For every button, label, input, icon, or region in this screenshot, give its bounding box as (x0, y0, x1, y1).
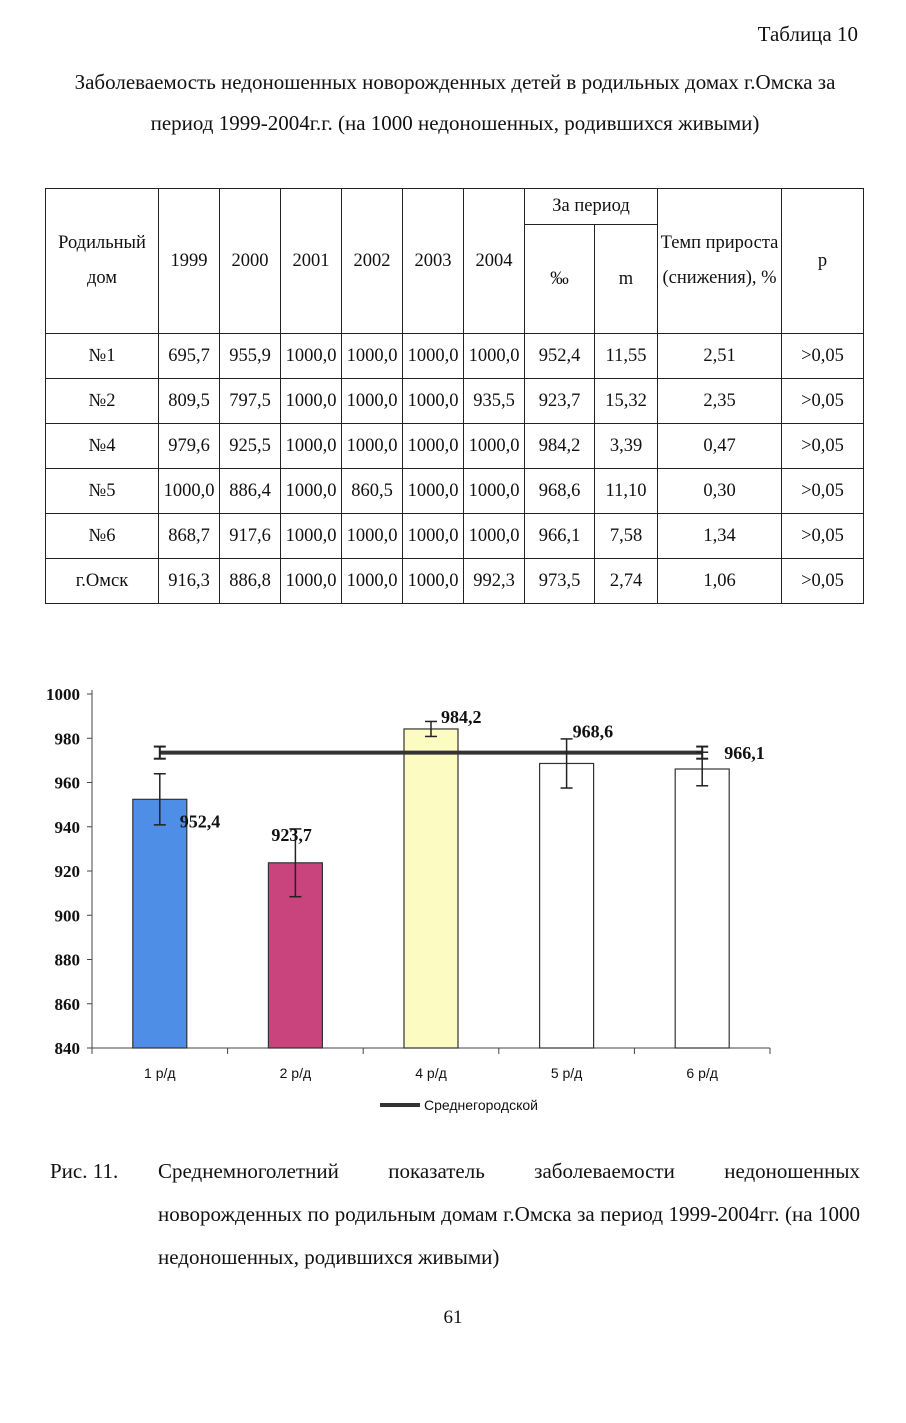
data-label: 966,1 (724, 743, 765, 764)
header-year: 1999 (159, 189, 220, 334)
x-tick-label: 4 р/д (415, 1065, 447, 1081)
table-label: Таблица 10 (757, 22, 858, 46)
table-cell: 7,58 (595, 514, 658, 559)
y-tick-label: 940 (54, 817, 80, 837)
table-cell: 1000,0 (342, 424, 403, 469)
table-cell: 925,5 (220, 424, 281, 469)
table-cell: 1000,0 (464, 514, 525, 559)
table-cell: 886,8 (220, 559, 281, 604)
data-label: 968,6 (572, 721, 614, 742)
x-tick-label: 2 р/д (279, 1065, 312, 1081)
table-cell: 886,4 (220, 469, 281, 514)
table-cell: №5 (46, 469, 159, 514)
table-cell: 3,39 (595, 424, 658, 469)
table-cell: 916,3 (159, 559, 220, 604)
table-row (46, 559, 864, 604)
table-cell: 15,32 (595, 379, 658, 424)
table-cell: 935,5 (464, 379, 525, 424)
header-p: p (782, 189, 864, 334)
bar (675, 769, 729, 1048)
table-cell: 0,30 (658, 469, 782, 514)
table-cell: >0,05 (782, 469, 864, 514)
table-cell: >0,05 (782, 514, 864, 559)
table-cell: 2,51 (658, 334, 782, 379)
x-tick-label: 6 р/д (686, 1065, 718, 1081)
table-row (46, 469, 864, 514)
y-tick-label: 960 (54, 773, 80, 793)
data-label: 923,7 (271, 824, 312, 845)
bar (540, 763, 594, 1048)
header-growth-rate: Темп прироста (снижения), % (658, 189, 782, 334)
table-cell: 1,34 (658, 514, 782, 559)
table-cell: №4 (46, 424, 159, 469)
table-cell: 1000,0 (281, 334, 342, 379)
table-cell: 1000,0 (464, 424, 525, 469)
table-cell: 923,7 (525, 379, 595, 424)
table-cell: 1000,0 (403, 559, 464, 604)
table-cell: >0,05 (782, 559, 864, 604)
table-cell: 955,9 (220, 334, 281, 379)
table-cell: 2,35 (658, 379, 782, 424)
y-tick-label: 880 (54, 950, 80, 970)
figure-number: Рис. 11. (50, 1159, 119, 1183)
table-cell: 0,47 (658, 424, 782, 469)
table-cell: г.Омск (46, 559, 159, 604)
table-cell: 1000,0 (464, 469, 525, 514)
bar (133, 799, 187, 1048)
table-cell: 992,3 (464, 559, 525, 604)
table-cell: 1000,0 (281, 379, 342, 424)
table-cell: >0,05 (782, 379, 864, 424)
table-row (46, 334, 864, 379)
table-cell: 1000,0 (342, 514, 403, 559)
y-tick-label: 840 (54, 1039, 80, 1058)
table-cell: 1000,0 (403, 424, 464, 469)
table-cell: 973,5 (525, 559, 595, 604)
table-cell: 1000,0 (342, 379, 403, 424)
table-cell: 868,7 (159, 514, 220, 559)
table-cell: 1000,0 (464, 334, 525, 379)
y-tick-label: 980 (54, 729, 80, 749)
table-cell: 797,5 (220, 379, 281, 424)
table-cell: 917,6 (220, 514, 281, 559)
x-tick-label: 1 р/д (144, 1065, 176, 1081)
header-per-mille: ‰ (525, 225, 595, 334)
table-cell: 1000,0 (403, 514, 464, 559)
table-cell: 860,5 (342, 469, 403, 514)
table-cell: 1,06 (658, 559, 782, 604)
table-cell: 966,1 (525, 514, 595, 559)
table-cell: №6 (46, 514, 159, 559)
morbidity-bar-chart (0, 674, 906, 1124)
figure-caption (50, 1150, 860, 1279)
header-year: 2004 (464, 189, 525, 334)
table-cell: 979,6 (159, 424, 220, 469)
table-cell: 2,74 (595, 559, 658, 604)
header-maternity-home: Родильный дом (46, 189, 159, 334)
table-cell: 11,55 (595, 334, 658, 379)
table-row (46, 424, 864, 469)
header-year: 2001 (281, 189, 342, 334)
table-cell: 1000,0 (342, 559, 403, 604)
table-cell: 1000,0 (403, 469, 464, 514)
table-row (46, 379, 864, 424)
header-year: 2000 (220, 189, 281, 334)
header-year: 2003 (403, 189, 464, 334)
table-cell: 1000,0 (159, 469, 220, 514)
table-caption: Заболеваемость недоношенных новорожденных детей в родильных домах г.Омска за период 1999-2004г.г. (на 1000 недоношенных, родившихся живыми) (74, 70, 836, 135)
y-tick-label: 900 (54, 906, 80, 926)
table-cell: 952,4 (525, 334, 595, 379)
morbidity-table (45, 188, 864, 604)
table-cell: 984,2 (525, 424, 595, 469)
data-label: 952,4 (179, 811, 221, 832)
header-period: За период (525, 189, 658, 225)
y-tick-label: 920 (54, 862, 80, 881)
table-cell: 968,6 (525, 469, 595, 514)
page-number: 61 (443, 1307, 463, 1328)
figure-caption-text: Среднемноголетний показатель заболеваемости недоношенных новорожденных по родильным домам г.Омска за период 1999-2004гг. (на 1000 недоношенных, родившихся живыми) (158, 1159, 860, 1269)
header-year: 2002 (342, 189, 403, 334)
data-label: 984,2 (441, 706, 482, 727)
table-cell: 1000,0 (281, 559, 342, 604)
table-cell: 809,5 (159, 379, 220, 424)
table-cell: 11,10 (595, 469, 658, 514)
bar (404, 729, 458, 1048)
header-m: m (595, 225, 658, 334)
table-cell: 1000,0 (403, 334, 464, 379)
table-cell: 1000,0 (403, 379, 464, 424)
legend-label: Среднегородской (424, 1097, 538, 1113)
table-cell: №2 (46, 379, 159, 424)
table-cell: 1000,0 (281, 514, 342, 559)
table-cell: >0,05 (782, 424, 864, 469)
y-tick-label: 1000 (46, 685, 80, 704)
table-cell: 1000,0 (281, 424, 342, 469)
table-row (46, 514, 864, 559)
x-tick-label: 5 р/д (550, 1065, 583, 1081)
table-cell: 1000,0 (342, 334, 403, 379)
table-cell: №1 (46, 334, 159, 379)
table-cell: 1000,0 (281, 469, 342, 514)
table-cell: >0,05 (782, 334, 864, 379)
table-cell: 695,7 (159, 334, 220, 379)
y-tick-label: 860 (54, 994, 80, 1014)
